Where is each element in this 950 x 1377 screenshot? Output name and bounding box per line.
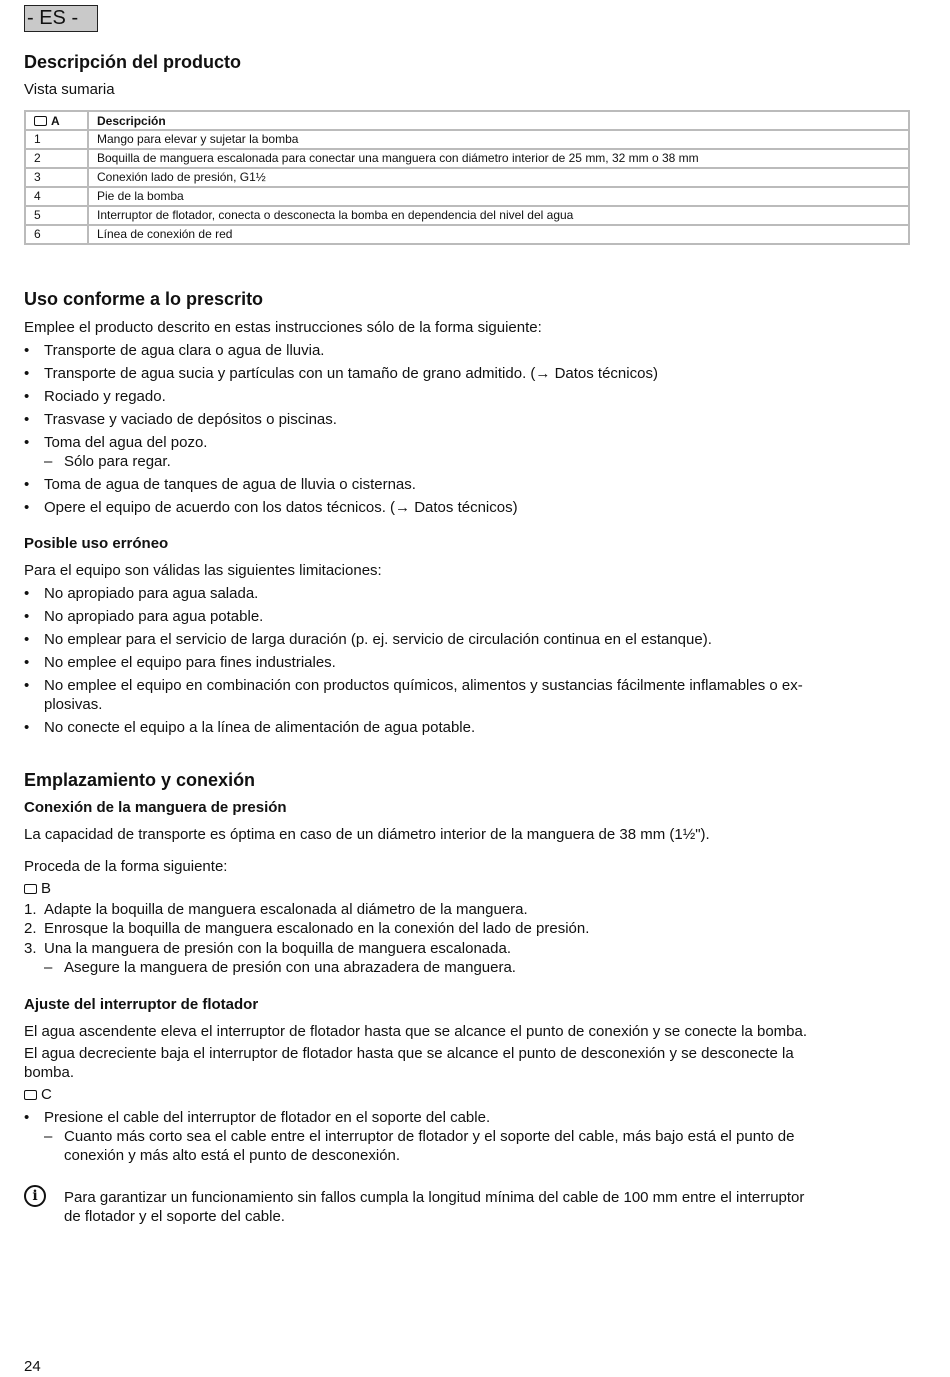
section-title-installation: Emplazamiento y conexión <box>24 770 256 790</box>
misuse-intro: Para el equipo son válidas las siguientes limitaciones: <box>24 562 382 579</box>
table-header-row <box>25 111 909 130</box>
row-number: 2 <box>25 149 88 168</box>
list-item: • Trasvase y vaciado de depósitos o piscinas. <box>24 411 337 428</box>
row-description: Boquilla de manguera escalonada para conectar una manguera con diámetro interior de 25 mm, 32 mm o 38 mm <box>88 149 909 168</box>
step-item: 3. Una la manguera de presión con la boquilla de manguera escalonada. <box>24 940 511 957</box>
table-row <box>25 187 909 206</box>
table-row <box>25 225 909 244</box>
list-item: • No emplear para el servicio de larga duración (p. ej. servicio de circulación continua en el estanque). <box>24 631 712 648</box>
list-item: • Toma del agua del pozo. <box>24 434 208 451</box>
table-header-description: Descripción <box>88 111 909 130</box>
sub-list-item: – Sólo para regar. <box>44 453 171 470</box>
language-tab: - ES - <box>24 5 98 32</box>
table-row <box>25 168 909 187</box>
list-item: • Rociado y regado. <box>24 388 166 405</box>
proceed-text: Proceda de la forma siguiente: <box>24 858 228 875</box>
overview-title: Vista sumaria <box>24 81 115 98</box>
row-description: Interruptor de flotador, conecta o desconecta la bomba en dependencia del nivel del agua <box>88 206 909 225</box>
info-icon: i <box>24 1185 46 1207</box>
figure-frame-icon <box>34 116 47 126</box>
subsection-title-float-switch: Ajuste del interruptor de flotador <box>24 996 259 1013</box>
subsection-title-pressure-hose: Conexión de la manguera de presión <box>24 799 287 816</box>
section-title-intended-use: Uso conforme a lo prescrito <box>24 289 264 309</box>
row-number: 3 <box>25 168 88 187</box>
row-number: 5 <box>25 206 88 225</box>
table-row <box>25 149 909 168</box>
row-number: 6 <box>25 225 88 244</box>
figure-label: C <box>41 1086 52 1103</box>
row-description: Pie de la bomba <box>88 187 909 206</box>
figure-frame-icon <box>24 1090 37 1100</box>
row-description: Mango para elevar y sujetar la bomba <box>88 130 909 149</box>
list-item: • Toma de agua de tanques de agua de lluvia o cisternas. <box>24 476 416 493</box>
section-title-product-description: Descripción del producto <box>24 52 242 72</box>
figure-reference-b <box>24 879 51 899</box>
table-header-figure <box>25 111 88 130</box>
step-item: 1. Adapte la boquilla de manguera escalonada al diámetro de la manguera. <box>24 901 528 918</box>
list-item: • No apropiado para agua salada. <box>24 585 259 602</box>
figure-frame-icon <box>24 884 37 894</box>
figure-label: B <box>41 880 52 897</box>
list-item: • No conecte el equipo a la línea de alimentación de agua potable. <box>24 719 476 736</box>
table-row <box>25 206 909 225</box>
list-item-continuation: plosivas. <box>44 696 103 713</box>
list-item: • No apropiado para agua potable. <box>24 608 264 625</box>
sub-list-item: – Cuanto más corto sea el cable entre el interruptor de flotador y el soporte del cable, más bajo está el punto de <box>44 1128 795 1145</box>
row-number: 1 <box>25 130 88 149</box>
row-description: Conexión lado de presión, G1½ <box>88 168 909 187</box>
float-switch-text-1: El agua ascendente eleva el interruptor de flotador hasta que se alcance el punto de conexión y se conecte la bomba. <box>24 1023 808 1040</box>
page-number: 24 <box>24 1358 41 1375</box>
info-note-continuation: de flotador y el soporte del cable. <box>64 1208 285 1225</box>
figure-label: A <box>51 113 60 128</box>
step-item: 2. Enrosque la boquilla de manguera escalonado en la conexión del lado de presión. <box>24 920 590 937</box>
info-note: Para garantizar un funcionamiento sin fallos cumpla la longitud mínima del cable de 100 mm entre el interruptor <box>64 1189 805 1206</box>
sub-list-item: – Asegure la manguera de presión con una abrazadera de manguera. <box>44 959 516 976</box>
sub-list-item-continuation: conexión y más alto está el punto de desconexión. <box>64 1147 401 1164</box>
list-item: • Opere el equipo de acuerdo con los datos técnicos. (→ Datos técnicos) <box>24 499 518 516</box>
list-item: • No emplee el equipo en combinación con productos químicos, alimentos y sustancias fácilmente inflamables o ex- <box>24 677 803 694</box>
float-switch-text-2: El agua decreciente baja el interruptor de flotador hasta que se alcance el punto de desconexión y se desconecte la <box>24 1045 794 1062</box>
intended-use-intro: Emplee el producto descrito en estas instrucciones sólo de la forma siguiente: <box>24 319 542 336</box>
list-item: • Transporte de agua sucia y partículas con un tamaño de grano admitido. (→ Datos técnicos) <box>24 365 658 382</box>
list-item: • No emplee el equipo para fines industriales. <box>24 654 336 671</box>
float-switch-text-2-continuation: bomba. <box>24 1064 75 1081</box>
row-number: 4 <box>25 187 88 206</box>
subsection-title-misuse: Posible uso erróneo <box>24 535 169 552</box>
table-row <box>25 130 909 149</box>
pressure-hose-text: La capacidad de transporte es óptima en caso de un diámetro interior de la manguera de 38 mm (1½"). <box>24 826 710 843</box>
list-item: • Presione el cable del interruptor de flotador en el soporte del cable. <box>24 1109 491 1126</box>
figure-reference-c <box>24 1085 52 1105</box>
overview-table <box>24 110 910 245</box>
list-item: • Transporte de agua clara o agua de lluvia. <box>24 342 325 359</box>
row-description: Línea de conexión de red <box>88 225 909 244</box>
